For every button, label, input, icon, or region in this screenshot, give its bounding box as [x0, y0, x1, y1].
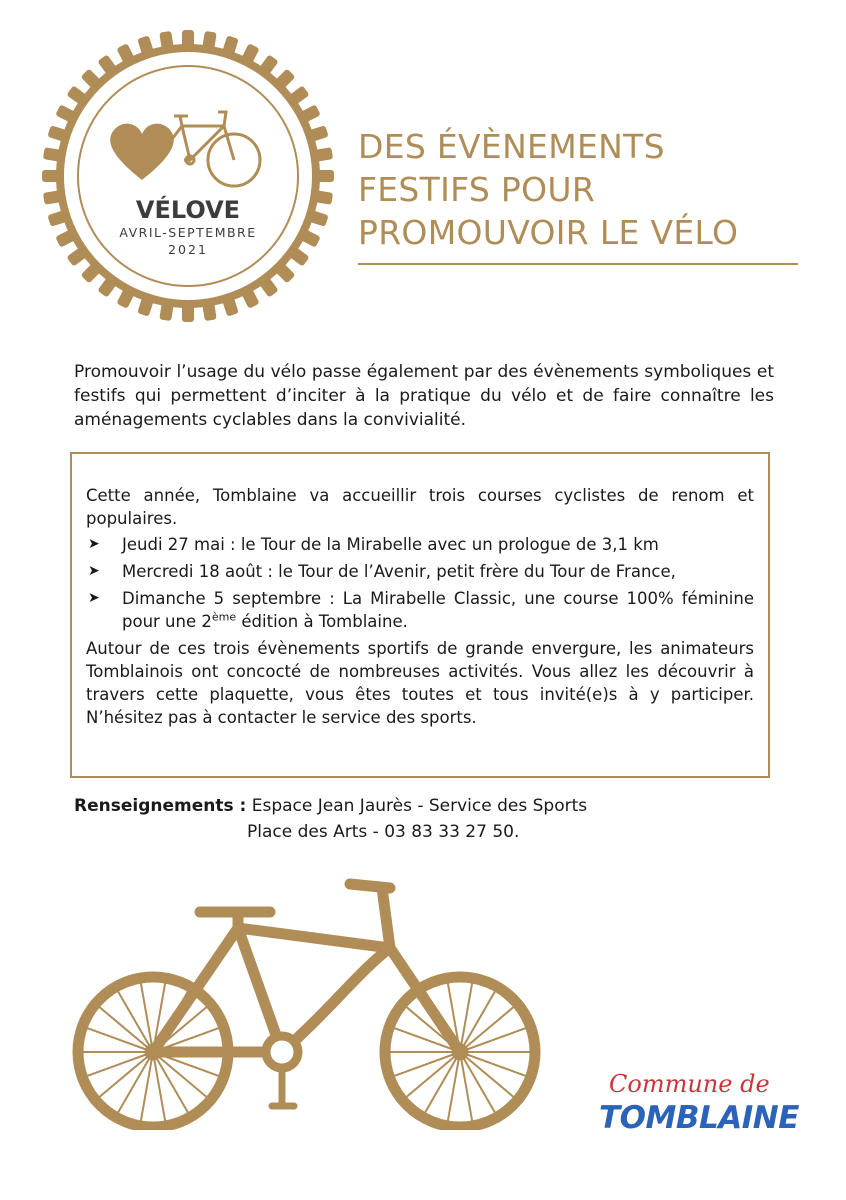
logo-script-text: Commune de [609, 1070, 770, 1098]
logo-name-text: TOMBLAINE [599, 1100, 799, 1136]
events-box [70, 452, 770, 778]
title-line-1: DES ÉVÈNEMENTS [358, 127, 665, 166]
bicycle-icon [60, 870, 560, 1130]
event-item [86, 587, 754, 633]
contact-info [74, 793, 774, 845]
contact-label: Renseignements : [74, 796, 247, 816]
event-text-part: édition à Tomblaine. [236, 612, 408, 631]
bicycle-illustration [60, 870, 560, 1130]
title-underline [358, 263, 798, 265]
arrow-bullet-icon: ➤ [88, 590, 100, 606]
event-text: Jeudi 27 mai : le Tour de la Mirabelle avec un prologue de 3,1 km [122, 535, 659, 554]
event-text: Mercredi 18 août : le Tour de l’Avenir, petit frère du Tour de France, [122, 562, 676, 581]
badge-title: VÉLOVE [135, 196, 241, 224]
ordinal-suffix: ème [211, 610, 237, 624]
arrow-bullet-icon: ➤ [88, 563, 100, 579]
gear-badge-graphic [42, 30, 334, 322]
intro-paragraph: Promouvoir l’usage du vélo passe également par des évènements symboliques et festifs qui permettent d’inciter à la pratique du vélo et de faire connaître les aménagements cyclables dans la convivialité. [74, 362, 774, 430]
velove-badge [42, 30, 334, 322]
title-line-3: PROMOUVOIR LE VÉLO [358, 213, 739, 252]
contact-line-1: Espace Jean Jaurès - Service des Sports [251, 796, 588, 816]
badge-year: 2021 [168, 242, 208, 257]
page-title [358, 125, 798, 254]
events-closing: Autour de ces trois évènements sportifs de grande envergure, les animateurs Tomblainois ont concocté de nombreuses activités. Vous allez les découvrir à travers cette plaquette, vous êtes toutes et tous invité(e)s à y participer. N’hésitez pas à contacter le service des sports. [86, 639, 754, 727]
title-line-2: FESTIFS POUR [358, 170, 596, 209]
event-item [86, 560, 754, 583]
event-text-part: Dimanche 5 septembre : La Mirabelle Classic, une course 100% féminine pour une 2 [122, 589, 754, 631]
arrow-bullet-icon: ➤ [88, 536, 100, 552]
badge-period: AVRIL-SEPTEMBRE [119, 225, 257, 240]
event-item [86, 533, 754, 556]
contact-line-2: Place des Arts - 03 83 33 27 50. [247, 822, 520, 842]
events-list [86, 533, 754, 633]
events-lead: Cette année, Tomblaine va accueillir trois courses cyclistes de renom et populaires. [86, 486, 754, 528]
tomblaine-logo [595, 1070, 799, 1150]
